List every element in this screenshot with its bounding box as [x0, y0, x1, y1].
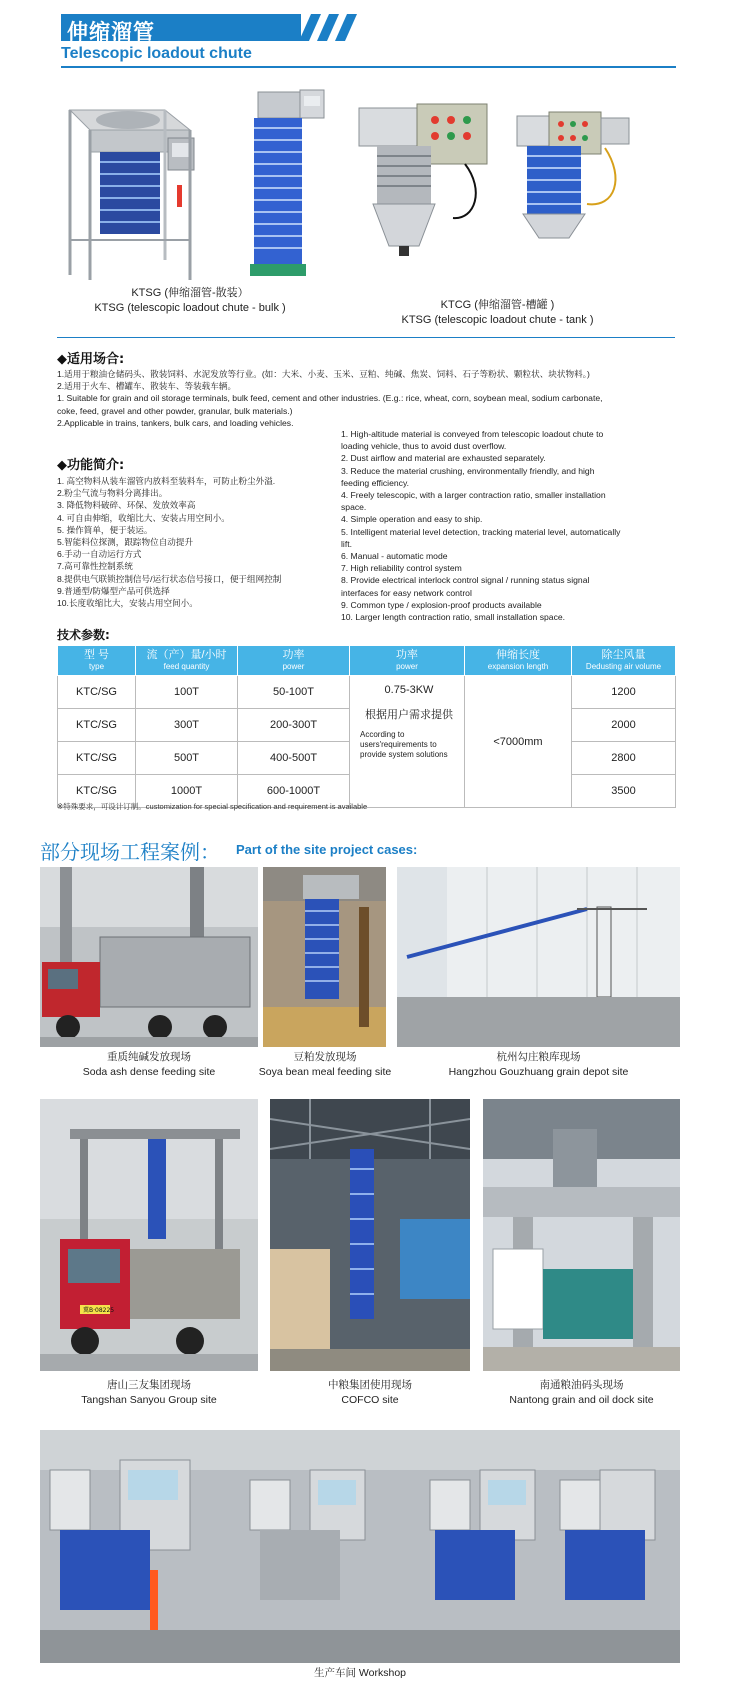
product-photo-tank-small — [515, 108, 635, 268]
product-photo-tank-large — [355, 100, 495, 270]
cell-type: KTC/SG — [58, 709, 136, 742]
cell-air: 3500 — [572, 775, 676, 808]
workshop-caption: 生产车间 Workshop — [314, 1667, 406, 1679]
cell-power: 50-100T — [238, 676, 350, 709]
truck-plate: 冀B·08225 — [83, 1307, 115, 1314]
header-power: 功率 power — [238, 646, 350, 676]
features-en-text: 1. High-altitude material is conveyed from telescopic loadout chute to loading vehicle, thus to avoid dust overflow. 2. Dust airflow and material are exhausted separately. 3. Reduce the material crushing, environmentally friendly, and high feeding efficiency. 4. Freely telescopic, with a larger contraction ratio, smaller installation space. 4. Simple operation and easy to ship. 5. Intelligent material level detection, tracking material level, automatically lift. 6. Manual - automatic mode 7. High reliability control system 8. Provide electrical interlock control signal / running status signal interfaces for easy network control 9. Common type / explosion-proof products available 10. Larger length contraction ratio, small installation space. — [341, 429, 621, 623]
specs-title: 技术参数: — [57, 628, 110, 642]
case-photo-tangshan — [40, 1099, 258, 1371]
page-title-cn: 伸缩溜管 — [67, 20, 155, 44]
page-title-en: Telescopic loadout chute — [61, 45, 252, 62]
product-photo-bulk-stand — [60, 90, 205, 285]
section-divider — [57, 337, 675, 338]
caption-tank: KTCG (伸缩溜管-槽罐 ) KTSG (telescopic loadout chute - tank ) — [401, 299, 594, 326]
cell-air: 2800 — [572, 742, 676, 775]
spec-note: ※特殊要求，可设计订制。customization for special specification and requirement is available — [57, 802, 368, 811]
case-photo-soya-bean — [263, 867, 386, 1047]
header-divider — [61, 66, 676, 68]
spec-table — [57, 645, 676, 808]
cell-power: 200-300T — [238, 709, 350, 742]
case-photo-nantong — [483, 1099, 680, 1371]
cell-power: 600-1000T — [238, 775, 350, 808]
spec-table-header — [58, 646, 676, 676]
table-row — [58, 676, 676, 709]
cell-type: KTC/SG — [58, 775, 136, 808]
case-caption-nantong: 南通粮油码头现场 Nantong grain and oil dock site — [509, 1379, 654, 1406]
case-caption-soda-ash: 重质纯碱发放现场 Soda ash dense feeding site — [82, 1051, 216, 1078]
case-caption-tangshan: 唐山三友集团现场 Tangshan Sanyou Group site — [81, 1379, 217, 1406]
cases-title-cn: 部分现场工程案例： — [40, 840, 220, 864]
case-caption-hangzhou: 杭州勾庄粮库现场 Hangzhou Gouzhuang grain depot site — [448, 1051, 629, 1078]
cell-power: 400-500T — [238, 742, 350, 775]
case-caption-soya-bean: 豆粕发放现场 Soya bean meal feeding site — [258, 1051, 392, 1078]
features-cn-text: 1. 高空物料从装车溜管内放料至装料车，可防止粉尘外溢. 2.粉尘气流与物料分离排出。 3. 降低物料破碎、环保、发放效率高 4. 可自由伸缩，收缩比大、安装占用空间小。 5. 操作简单，便于装运。 5.智能料位探测，跟踪物位自动提升 6.手动一自动运行方式 7.高可靠性控制系统 8.提供电气联锁控制信号/运行状态信号接口，便于组网控制 9.普通型/防爆型产品可供选择 10.长度收缩比大，安装占用空间小。 — [57, 476, 282, 609]
cell-feed: 100T — [136, 676, 238, 709]
case-photo-hangzhou — [397, 867, 680, 1047]
applications-title: ◆适用场合: — [57, 352, 125, 367]
cell-type: KTC/SG — [58, 742, 136, 775]
case-photo-cofco — [270, 1099, 470, 1371]
cell-type: KTC/SG — [58, 676, 136, 709]
cell-feed: 500T — [136, 742, 238, 775]
cell-power-merged: 0.75-3KW 根据用户需求提供 According to users'requirements to provide system solutions — [350, 676, 465, 808]
header-power-2: 功率 power — [350, 646, 465, 676]
applications-text: 1.适用于粮油仓储码头、散装饲料、水泥发放等行业。(如：大米、小麦、玉米、豆粕、纯碱、焦炭、饲料、石子等粉状、颗粒状、块状物料。) 2.适用于火车、槽罐车、散装车、等装载车辆。 1. Suitable for grain and oil storage terminals, bulk feed, cement and other industries. (E.g.: rice, wheat, corn, soybean meal, sodium carbonate, coke, feed, gravel and other powder, granular, bulk materials.) 2.Applicable in trains, tankers, bulk cars, and loading vehicles. — [57, 369, 603, 428]
cell-air: 1200 — [572, 676, 676, 709]
case-caption-cofco: 中粮集团使用现场 COFCO site — [328, 1379, 412, 1406]
caption-bulk: KTSG (伸缩溜管-散装） KTSG (telescopic loadout chute - bulk ) — [94, 287, 286, 314]
case-photo-soda-ash — [40, 867, 258, 1047]
cell-feed: 300T — [136, 709, 238, 742]
features-title: ◆功能简介: — [57, 458, 125, 473]
product-photo-bulk-tall — [240, 88, 330, 283]
header-type: 型 号 type — [58, 646, 136, 676]
header-stripes-icon — [299, 14, 389, 41]
cell-feed: 1000T — [136, 775, 238, 808]
cases-title-en: Part of the site project cases: — [236, 842, 418, 857]
page-header — [61, 14, 676, 68]
header-air: 除尘风量 Dedusting air volume — [572, 646, 676, 676]
header-feed: 流（产）量/小时 feed quantity — [136, 646, 238, 676]
cell-air: 2000 — [572, 709, 676, 742]
header-length: 伸缩长度 expansion length — [465, 646, 572, 676]
cell-length-merged: <7000mm — [465, 676, 572, 808]
workshop-photo — [40, 1430, 680, 1663]
